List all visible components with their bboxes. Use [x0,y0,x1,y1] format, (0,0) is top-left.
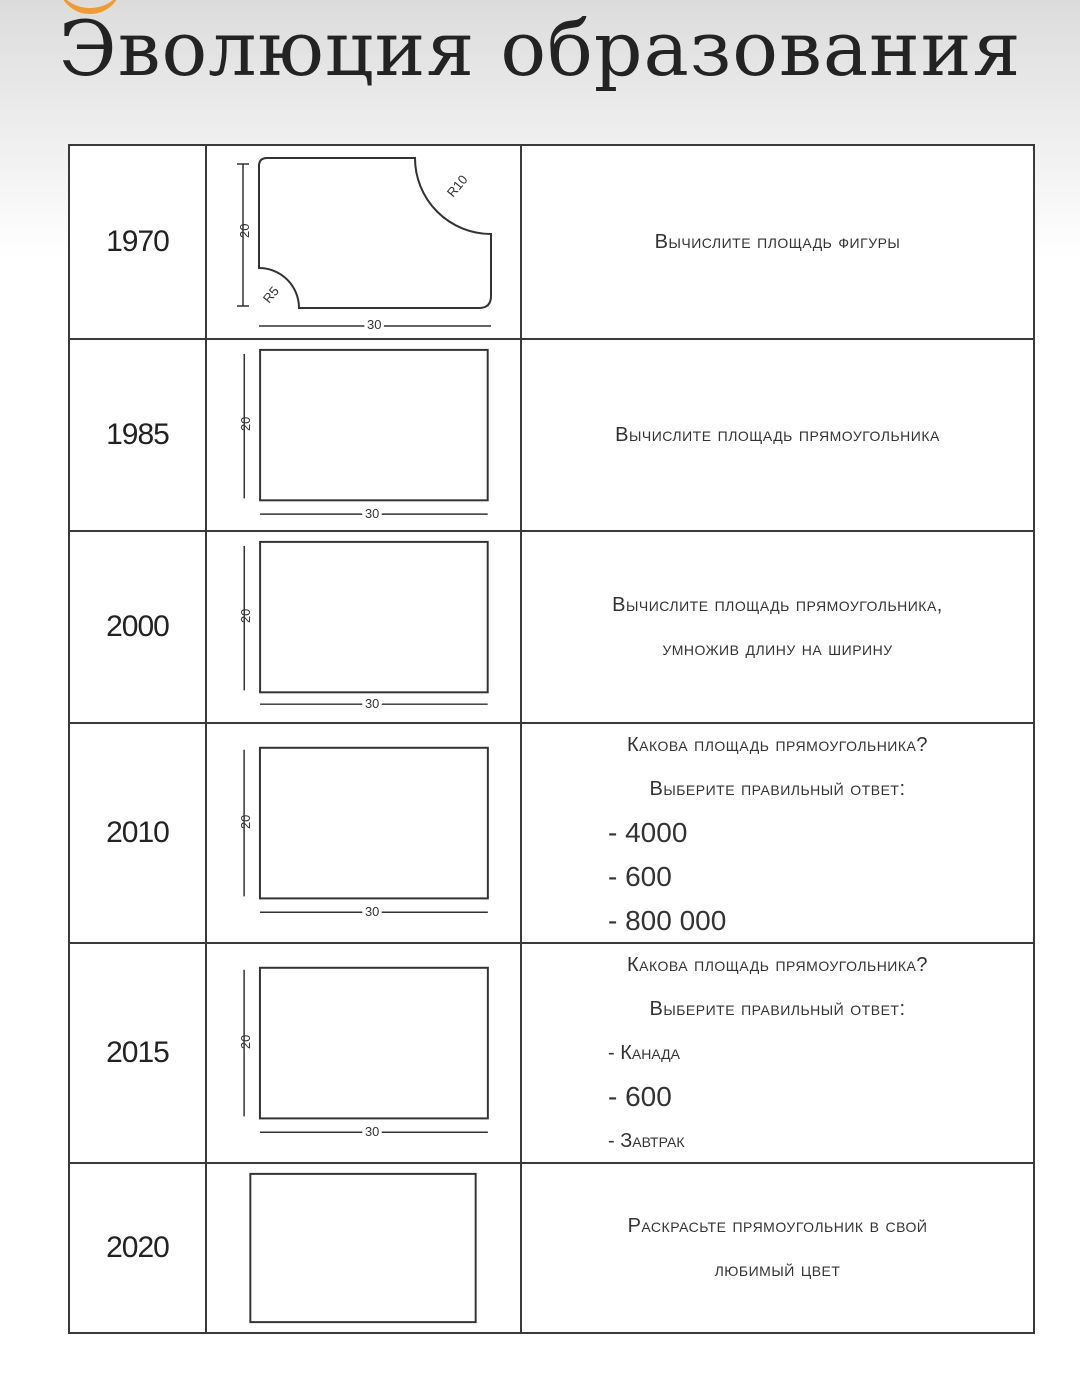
task-text [522,583,1033,671]
dim-height: 20 [237,223,252,238]
task-text [522,1204,1033,1292]
table-row-1970 [70,146,1033,338]
dim-height: 20 [238,1034,254,1050]
task-line: Вычислите площадь фигуры [654,231,901,253]
task-line: Выберите правильный ответ: [649,778,906,800]
task-line: любимый цвет [714,1259,841,1281]
figure-rectangle [207,724,520,942]
dim-radius-small: R5 [259,283,282,306]
task-text [522,413,1033,457]
task-line: умножив длину на ширину [662,638,893,660]
answer-option: - 4000 [608,817,688,848]
task-line: Выберите правильный ответ: [649,998,906,1020]
dim-radius-big: R10 [443,172,471,200]
dim-width: 30 [364,506,380,522]
task-line: Какова площадь прямоугольника? [627,734,928,756]
table-row-2010 [70,722,1033,942]
year-label: 2020 [106,1231,169,1264]
figure-drawing [207,1164,520,1332]
answer-option: - 600 [608,861,672,892]
year-label: 2010 [106,816,169,849]
dim-width: 30 [364,696,380,712]
task-line: Вычислите площадь прямоугольника [615,424,940,446]
figure-rectangle [207,944,520,1162]
answer-option: - 600 [608,1081,672,1112]
answer-options [522,811,1033,943]
task-line: Раскрасьте прямоугольник в свой [627,1215,928,1237]
dim-width: 30 [364,1124,380,1140]
dim-width: 30 [367,317,382,332]
figure-drawing [207,340,520,530]
dim-height: 20 [238,814,254,830]
figure-rectangle [207,532,520,722]
table-row-2020 [70,1162,1033,1332]
figure-shape-with-radii [207,146,520,338]
figure-drawing [207,532,520,722]
answer-option: - Канада [608,1042,680,1064]
figure-drawing [207,146,520,338]
dim-height: 20 [238,416,254,432]
table-row-2015 [70,942,1033,1162]
page-title: Эволюция образования [58,4,1022,93]
answer-options [522,1031,1033,1163]
table-row-1985 [70,338,1033,530]
year-label: 2000 [106,610,169,643]
year-label: 2015 [106,1036,169,1069]
task-text [522,220,1033,264]
task-text [522,723,1033,943]
task-text [522,943,1033,1163]
dim-width: 30 [364,904,380,920]
figure-drawing [207,944,520,1162]
answer-option: - 800 000 [608,905,727,936]
evolution-table [68,144,1035,1334]
dim-height: 20 [238,608,254,624]
year-label: 1985 [106,418,169,451]
figure-rectangle-plain [207,1164,520,1332]
answer-option: - Завтрак [608,1130,685,1152]
figure-drawing [207,724,520,942]
year-label: 1970 [106,225,169,258]
task-line: Вычислите площадь прямоугольника, [612,594,943,616]
task-line: Какова площадь прямоугольника? [627,954,928,976]
table-row-2000 [70,530,1033,722]
figure-rectangle [207,340,520,530]
